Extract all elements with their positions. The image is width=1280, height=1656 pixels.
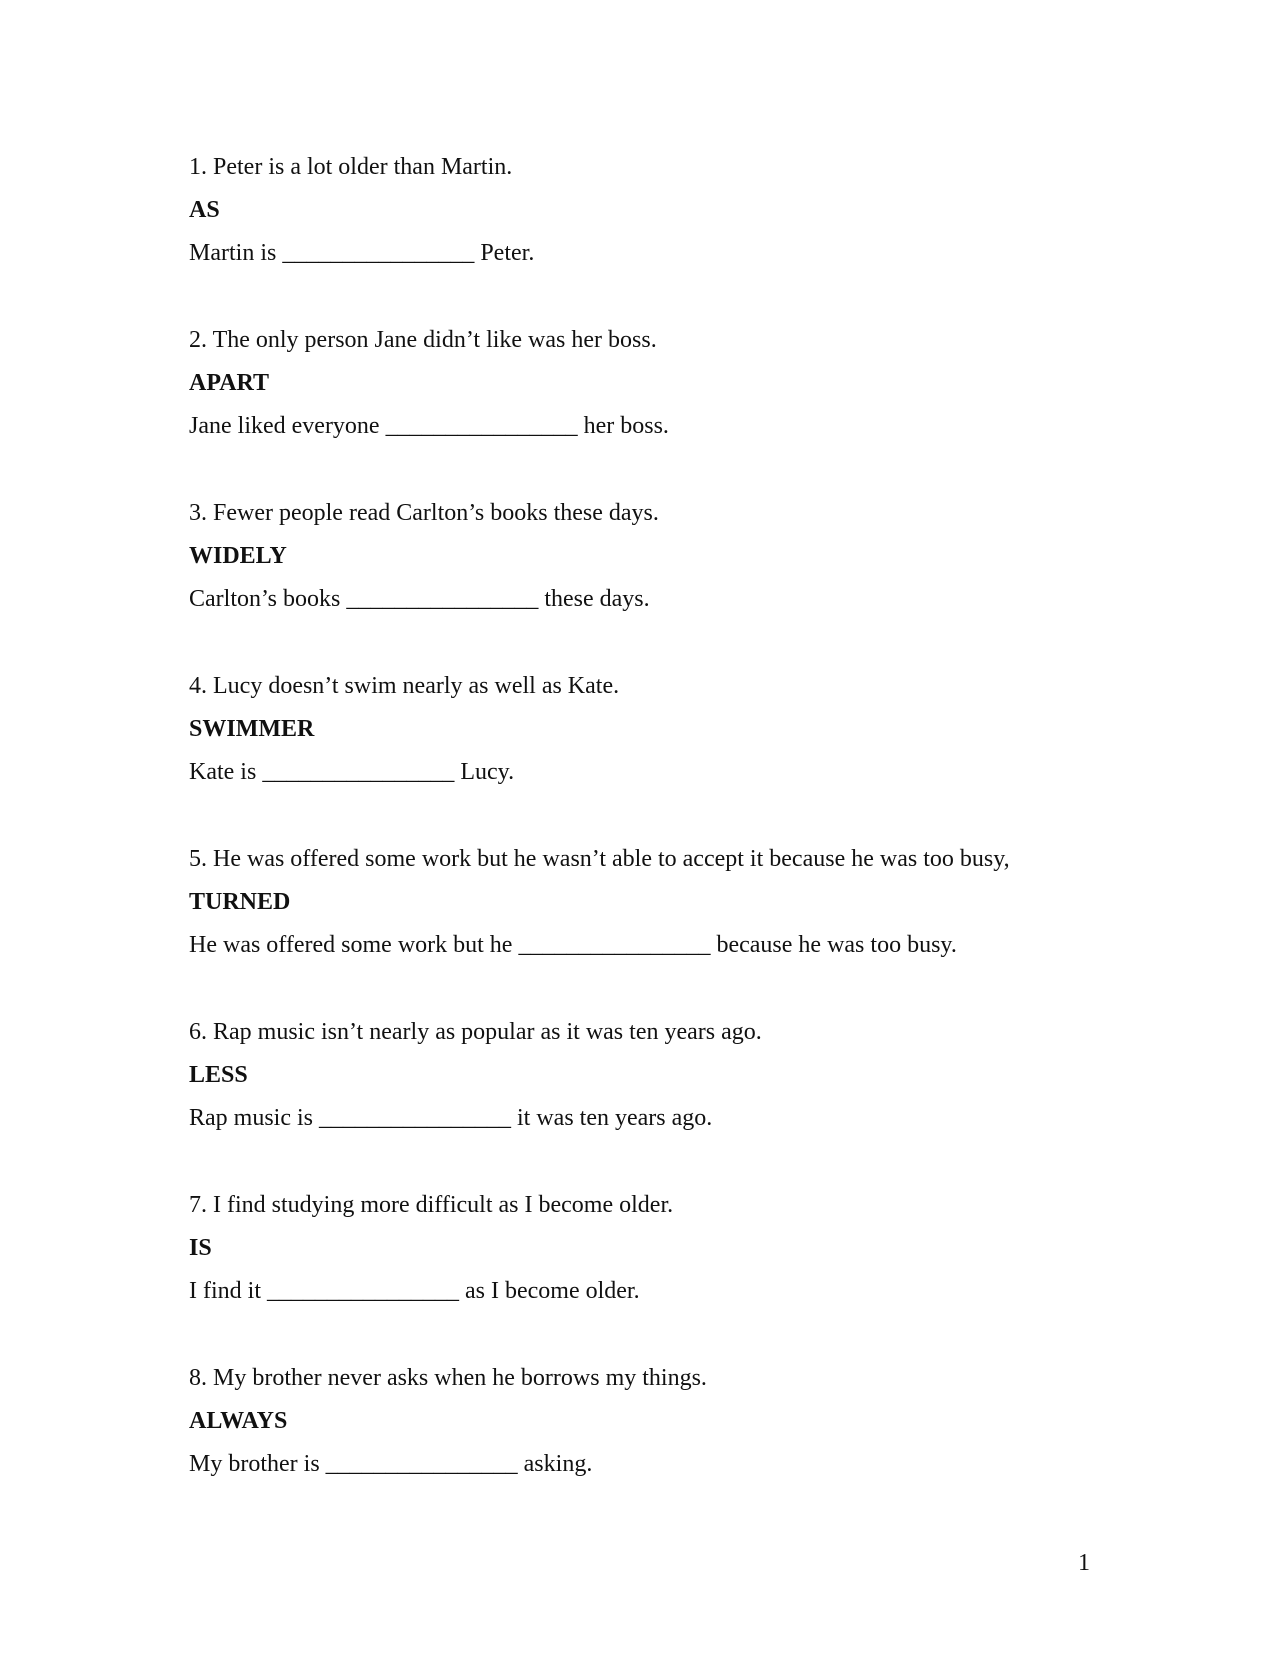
exercise-prompt: 7. I find studying more difficult as I become older.: [189, 1192, 674, 1218]
answer-before-text: My brother is: [189, 1451, 326, 1477]
exercise-keyword: ALWAYS: [189, 1408, 288, 1434]
exercise-answer-line: [189, 232, 1149, 275]
exercise-item-3: [189, 492, 1149, 665]
answer-after-text: Peter.: [474, 240, 535, 266]
exercise-answer-line: [189, 924, 1149, 967]
exercise-item-6: [189, 1011, 1149, 1184]
exercise-prompt: 5. He was offered some work but he wasn’t able to accept it because he was too busy,: [189, 846, 1010, 872]
answer-blank[interactable]: ________________: [518, 932, 711, 958]
exercise-answer-line: [189, 751, 1149, 794]
page-number: 1: [1078, 1550, 1090, 1576]
exercise-prompt: 1. Peter is a lot older than Martin.: [189, 154, 513, 180]
answer-blank[interactable]: ________________: [282, 240, 475, 266]
answer-before-text: Jane liked everyone: [189, 413, 386, 439]
answer-after-text: it was ten years ago.: [511, 1105, 713, 1131]
answer-after-text: because he was too busy.: [710, 932, 957, 958]
answer-before-text: I find it: [189, 1278, 267, 1304]
exercise-keyword: WIDELY: [189, 543, 287, 569]
answer-blank[interactable]: ________________: [319, 1105, 511, 1131]
exercise-keyword: AS: [189, 197, 220, 223]
answer-after-text: her boss.: [577, 413, 669, 439]
exercise-prompt: 2. The only person Jane didn’t like was her boss.: [189, 327, 657, 353]
answer-before-text: Kate is: [189, 759, 263, 785]
exercise-prompt: 6. Rap music isn’t nearly as popular as it was ten years ago.: [189, 1019, 762, 1045]
exercise-answer-line: [189, 578, 1149, 621]
exercise-answer-line: [189, 1270, 1149, 1313]
answer-after-text: asking.: [517, 1451, 593, 1477]
answer-after-text: as I become older.: [459, 1278, 640, 1304]
answer-blank[interactable]: ________________: [262, 759, 455, 785]
exercise-keyword: IS: [189, 1235, 212, 1261]
exercise-item-1: [189, 146, 1149, 319]
exercise-answer-line: [189, 1097, 1149, 1140]
answer-blank[interactable]: ________________: [325, 1451, 518, 1477]
answer-blank[interactable]: ________________: [346, 586, 539, 612]
exercise-keyword: TURNED: [189, 889, 291, 915]
exercise-item-8: [189, 1357, 1149, 1530]
answer-before-text: Martin is: [189, 240, 283, 266]
exercise-prompt: 3. Fewer people read Carlton’s books these days.: [189, 500, 659, 526]
answer-blank[interactable]: ________________: [267, 1278, 459, 1304]
answer-before-text: Carlton’s books: [189, 586, 347, 612]
exercise-keyword: APART: [189, 370, 270, 396]
exercise-prompt: 4. Lucy doesn’t swim nearly as well as Kate.: [189, 673, 620, 699]
answer-blank[interactable]: ________________: [385, 413, 578, 439]
answer-after-text: these days.: [538, 586, 650, 612]
exercise-item-4: [189, 665, 1149, 838]
exercise-item-2: [189, 319, 1149, 492]
exercise-prompt: 8. My brother never asks when he borrows my things.: [189, 1365, 707, 1391]
answer-after-text: Lucy.: [454, 759, 515, 785]
answer-before-text: Rap music is: [189, 1105, 319, 1131]
exercise-list: [189, 146, 1149, 1530]
answer-before-text: He was offered some work but he: [189, 932, 519, 958]
exercise-item-7: [189, 1184, 1149, 1357]
exercise-keyword: SWIMMER: [189, 716, 315, 742]
exercise-answer-line: [189, 1443, 1149, 1486]
exercise-item-5: [189, 838, 1149, 1011]
exercise-answer-line: [189, 405, 1149, 448]
exercise-keyword: LESS: [189, 1062, 248, 1088]
